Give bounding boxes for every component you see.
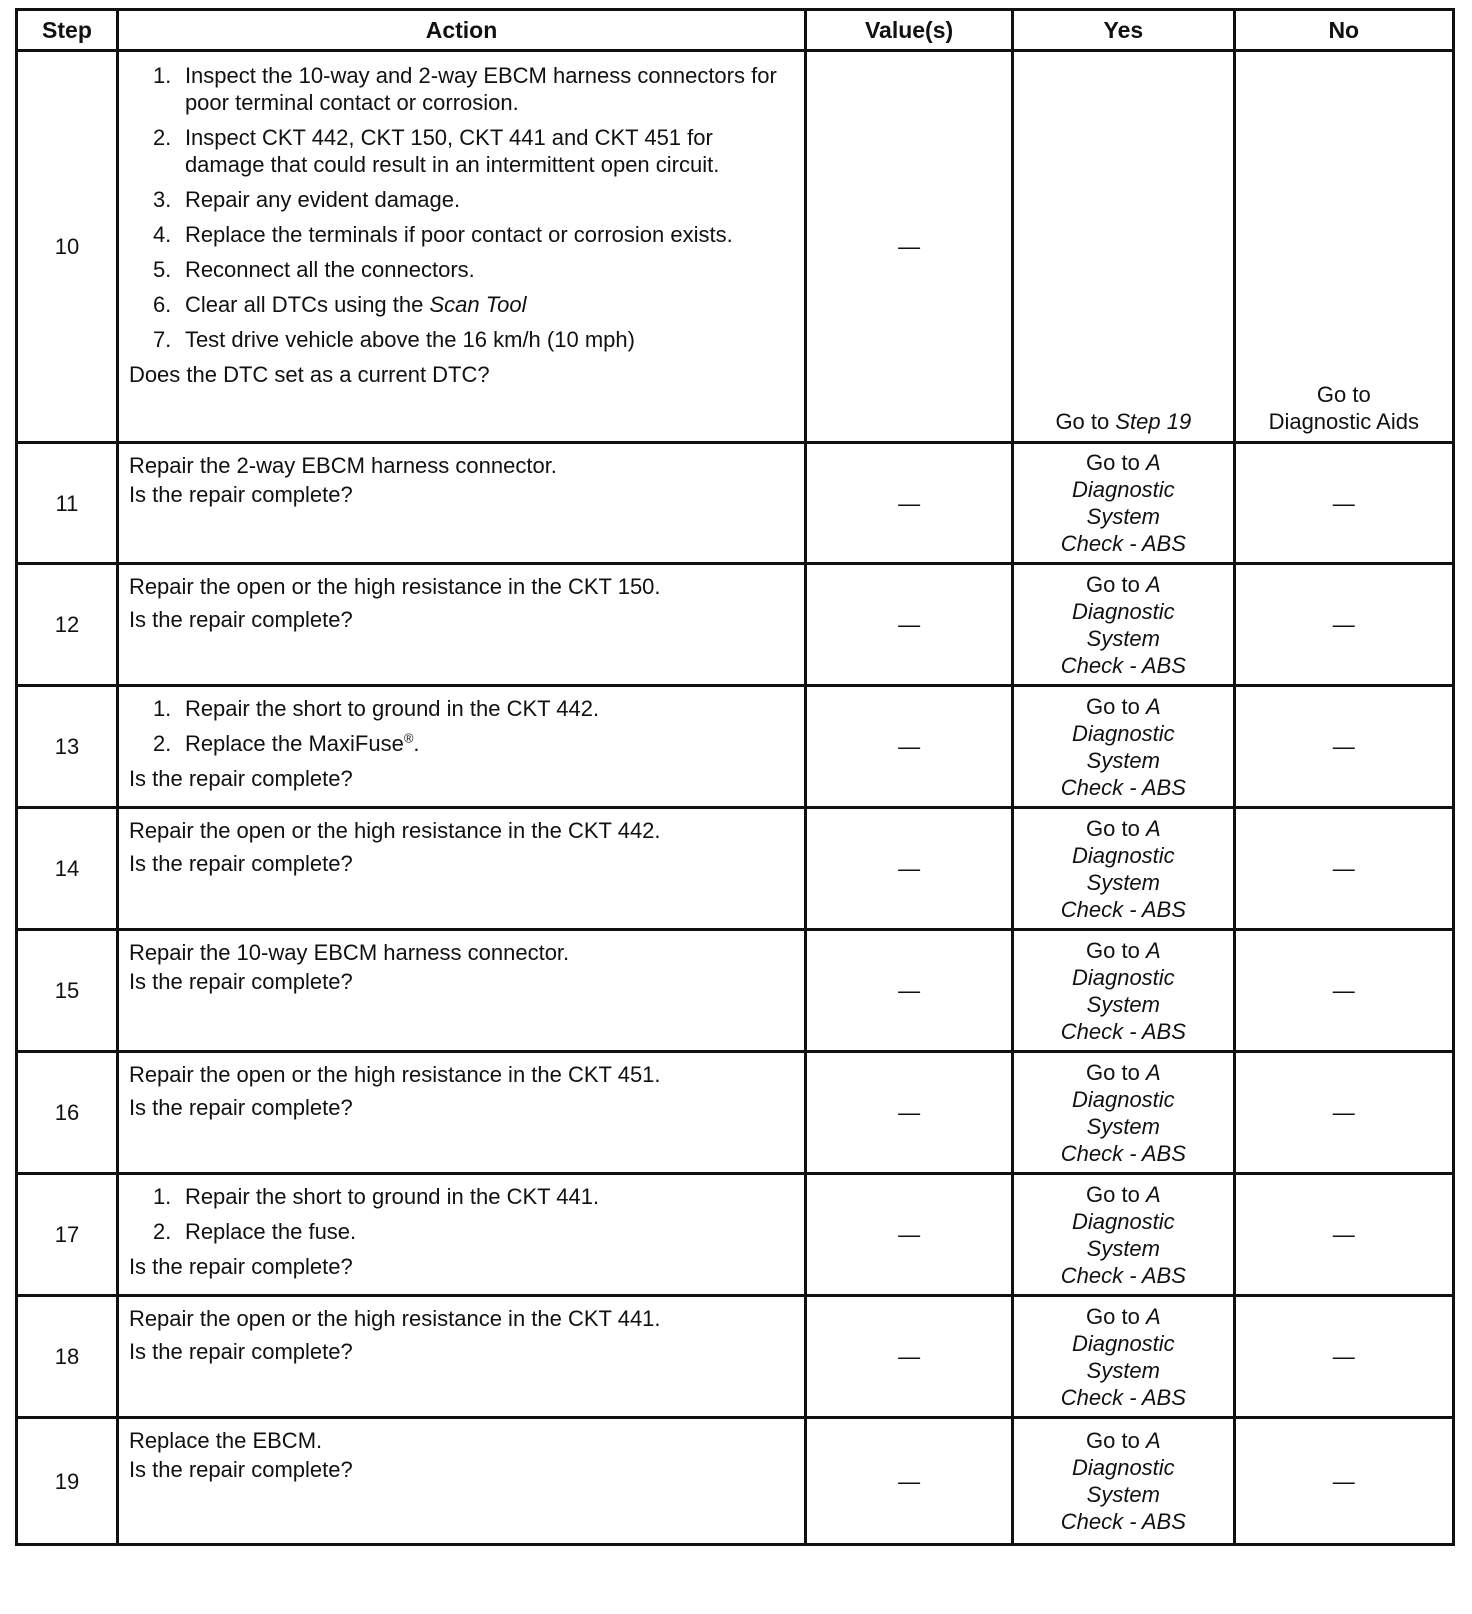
step-number: 17 xyxy=(17,1174,118,1296)
item-text: Repair the short to ground in the CKT 442. xyxy=(184,696,600,721)
goto-prefix: Go to xyxy=(1086,1181,1146,1207)
question-text: Is the repair complete? xyxy=(128,766,353,791)
action-cell xyxy=(117,1296,805,1418)
goto-em: System xyxy=(1086,1357,1160,1383)
goto-line3 xyxy=(1020,1357,1226,1384)
question-text: Is the repair complete? xyxy=(128,482,353,507)
no-cell xyxy=(1234,51,1453,443)
item-text-main: Replace the MaxiFuse xyxy=(184,731,404,756)
goto-em: Diagnostic xyxy=(1071,477,1175,502)
goto-line3 xyxy=(1020,1481,1226,1508)
goto-em: Check - ABS xyxy=(1060,1018,1186,1044)
question-text: Is the repair complete? xyxy=(128,1457,353,1482)
item-number: 2. xyxy=(152,125,172,150)
goto-line3 xyxy=(1020,503,1226,530)
action-text: Repair the open or the high resistance in the CKT 150. xyxy=(128,574,661,599)
item-text: Inspect CKT 442, CKT 150, CKT 441 and CKT 451 for damage that could result in an intermittent open circuit. xyxy=(184,125,720,177)
goto-line4 xyxy=(1020,1384,1226,1411)
goto-em: Diagnostic xyxy=(1071,842,1175,868)
goto-line2 xyxy=(1020,842,1226,869)
goto-line2 xyxy=(1020,476,1226,503)
item-number: 2. xyxy=(152,1219,172,1244)
scan-tool-term: Scan Tool xyxy=(429,292,527,317)
item-text: Replace the terminals if poor contact or corrosion exists. xyxy=(184,222,733,247)
dash: — xyxy=(898,1100,921,1125)
question-text: Is the repair complete? xyxy=(128,1095,353,1120)
action-text: Replace the EBCM. xyxy=(128,1428,323,1453)
goto-prefix: Go to xyxy=(1086,1428,1146,1453)
yes-cell xyxy=(1013,564,1234,686)
yes-cell xyxy=(1013,443,1234,564)
goto-em: Check - ABS xyxy=(1060,774,1186,800)
goto-abs-check-link[interactable] xyxy=(1020,571,1226,679)
goto-em: Diagnostic xyxy=(1071,598,1175,624)
goto-line1 xyxy=(1020,1303,1226,1330)
goto-line4 xyxy=(1020,774,1226,801)
value-cell xyxy=(806,51,1013,443)
goto-line1 xyxy=(1020,693,1226,720)
value-cell xyxy=(806,1174,1013,1296)
question-text: Does the DTC set as a current DTC? xyxy=(128,362,490,387)
goto-em: A xyxy=(1145,815,1161,841)
goto-line3 xyxy=(1020,991,1226,1018)
item-number: 1. xyxy=(152,696,172,721)
action-cell xyxy=(117,930,805,1052)
step-number: 14 xyxy=(17,808,118,930)
goto-abs-check-link[interactable] xyxy=(1020,1181,1226,1289)
dash: — xyxy=(898,856,921,881)
goto-line3 xyxy=(1020,625,1226,652)
item-text-end: . xyxy=(413,731,420,756)
goto-line4 xyxy=(1020,1140,1226,1167)
goto-line2 xyxy=(1020,720,1226,747)
yes-cell xyxy=(1013,686,1234,808)
goto-prefix: Go to xyxy=(1086,815,1146,841)
goto-prefix: Go to xyxy=(1086,1059,1146,1085)
goto-em: A xyxy=(1145,1181,1161,1207)
step-number: 11 xyxy=(17,443,118,564)
goto-line1 xyxy=(1020,815,1226,842)
dash: — xyxy=(898,1344,921,1369)
dash: — xyxy=(898,978,921,1003)
action-list xyxy=(129,1183,794,1245)
goto-em: System xyxy=(1086,1482,1160,1507)
goto-em: Check - ABS xyxy=(1060,896,1186,922)
action-cell xyxy=(117,1418,805,1545)
header-values: Value(s) xyxy=(806,10,1013,51)
yes-cell xyxy=(1013,51,1234,443)
action-text: Repair the open or the high resistance in the CKT 442. xyxy=(128,818,661,843)
goto-em: Check - ABS xyxy=(1060,1140,1186,1166)
header-row xyxy=(17,10,1454,51)
value-cell xyxy=(806,1418,1013,1545)
yes-cell xyxy=(1013,1418,1234,1545)
goto-abs-check-link[interactable] xyxy=(1020,449,1226,557)
action-text: Repair the 10-way EBCM harness connector. xyxy=(128,940,570,965)
value-cell xyxy=(806,1296,1013,1418)
list-item xyxy=(153,730,794,757)
goto-em: Check - ABS xyxy=(1060,652,1186,678)
item-number: 1. xyxy=(152,1184,172,1209)
dash: — xyxy=(898,234,921,259)
goto-line2 xyxy=(1020,1086,1226,1113)
list-item xyxy=(153,1218,794,1245)
action-cell xyxy=(117,51,805,443)
dash: — xyxy=(898,612,921,637)
dash: — xyxy=(1332,490,1355,516)
item-text: Inspect the 10-way and 2-way EBCM harness connectors for poor terminal contact or corrosion. xyxy=(184,63,777,115)
goto-diagnostic-aids-link[interactable]: Diagnostic Aids xyxy=(1268,409,1419,434)
header-no: No xyxy=(1234,10,1453,51)
list-item xyxy=(153,291,794,318)
step-number: 10 xyxy=(17,51,118,443)
no-cell xyxy=(1234,1296,1453,1418)
dash: — xyxy=(898,1468,921,1494)
table-row xyxy=(17,564,1454,686)
item-number: 7. xyxy=(152,327,172,352)
goto-line2 xyxy=(1020,1454,1226,1481)
step-number: 13 xyxy=(17,686,118,808)
goto-line1 xyxy=(1020,1427,1226,1454)
table-row xyxy=(17,51,1454,443)
goto-line4 xyxy=(1020,896,1226,923)
table-row xyxy=(17,930,1454,1052)
dash: — xyxy=(1332,856,1355,881)
goto-step-link[interactable]: Step 19 xyxy=(1115,409,1192,434)
goto-em: Diagnostic xyxy=(1071,1208,1175,1234)
yes-cell xyxy=(1013,1052,1234,1174)
dash: — xyxy=(1332,1100,1355,1125)
item-number: 6. xyxy=(152,292,172,317)
goto-line1 xyxy=(1020,449,1226,476)
dash: — xyxy=(898,734,921,759)
goto-prefix: Go to xyxy=(1086,450,1146,475)
goto-em: Diagnostic xyxy=(1071,964,1175,990)
no-cell xyxy=(1234,1418,1453,1545)
goto-line2 xyxy=(1020,964,1226,991)
list-item xyxy=(153,326,794,353)
goto-em: A xyxy=(1145,1059,1161,1085)
yes-cell xyxy=(1013,808,1234,930)
no-cell xyxy=(1234,1174,1453,1296)
goto-abs-check-link[interactable] xyxy=(1020,815,1226,923)
step-number: 15 xyxy=(17,930,118,1052)
list-item xyxy=(153,62,794,116)
header-action: Action xyxy=(117,10,805,51)
item-text xyxy=(185,730,794,757)
goto-line1 xyxy=(1020,1181,1226,1208)
goto-em: A xyxy=(1145,450,1161,475)
step-number: 12 xyxy=(17,564,118,686)
goto-prefix: Go to xyxy=(1086,571,1146,597)
dash: — xyxy=(1332,612,1355,637)
header-yes: Yes xyxy=(1013,10,1234,51)
header-step: Step xyxy=(17,10,118,51)
dash: — xyxy=(898,490,921,516)
no-cell xyxy=(1234,808,1453,930)
no-cell xyxy=(1234,443,1453,564)
goto-em: A xyxy=(1145,1303,1161,1329)
goto-line1 xyxy=(1020,1059,1226,1086)
item-text xyxy=(185,291,794,318)
diagnostic-table xyxy=(15,8,1455,1546)
question-text: Is the repair complete? xyxy=(128,851,353,876)
goto-line3 xyxy=(1020,869,1226,896)
action-text: Repair the 2-way EBCM harness connector. xyxy=(128,453,557,478)
goto-em: Diagnostic xyxy=(1071,1086,1175,1112)
goto-em: A xyxy=(1145,1428,1161,1453)
goto-em: System xyxy=(1086,991,1160,1017)
goto-em: A xyxy=(1145,937,1161,963)
question-text: Is the repair complete? xyxy=(128,1339,353,1364)
goto-em: System xyxy=(1086,625,1160,651)
no-line1: Go to xyxy=(1316,382,1371,407)
item-text: Replace the fuse. xyxy=(184,1219,357,1244)
action-cell xyxy=(117,1174,805,1296)
yes-prefix: Go to xyxy=(1055,409,1116,434)
action-list xyxy=(129,695,794,757)
table-row xyxy=(17,1052,1454,1174)
step-number: 18 xyxy=(17,1296,118,1418)
item-text: Repair the short to ground in the CKT 441. xyxy=(184,1184,600,1209)
value-cell xyxy=(806,443,1013,564)
dash: — xyxy=(898,1222,921,1247)
list-item xyxy=(153,186,794,213)
action-cell xyxy=(117,1052,805,1174)
no-cell xyxy=(1234,686,1453,808)
question-text: Is the repair complete? xyxy=(128,969,353,994)
goto-line4 xyxy=(1020,530,1226,557)
goto-line2 xyxy=(1020,598,1226,625)
goto-em: Check - ABS xyxy=(1060,531,1186,556)
goto-line4 xyxy=(1020,1018,1226,1045)
item-number: 4. xyxy=(152,222,172,247)
table-row xyxy=(17,1296,1454,1418)
goto-prefix: Go to xyxy=(1086,937,1146,963)
value-cell xyxy=(806,930,1013,1052)
question-text: Is the repair complete? xyxy=(128,607,353,632)
action-text: Repair the open or the high resistance in the CKT 441. xyxy=(128,1306,661,1331)
goto-line4 xyxy=(1020,1262,1226,1289)
dash: — xyxy=(1332,734,1355,759)
item-number: 3. xyxy=(152,187,172,212)
action-list xyxy=(129,62,794,353)
table-row xyxy=(17,1418,1454,1545)
goto-em: System xyxy=(1086,1235,1160,1261)
goto-em: System xyxy=(1086,869,1160,895)
goto-em: System xyxy=(1086,1113,1160,1139)
list-item xyxy=(153,256,794,283)
item-text-prefix: Clear all DTCs using the xyxy=(184,292,430,317)
dash: — xyxy=(1332,1344,1355,1369)
goto-em: Diagnostic xyxy=(1071,1455,1175,1480)
table-row xyxy=(17,808,1454,930)
item-text: Test drive vehicle above the 16 km/h (10 mph) xyxy=(184,327,635,352)
item-text: Reconnect all the connectors. xyxy=(184,257,475,282)
item-number: 1. xyxy=(152,63,172,88)
no-cell xyxy=(1234,1052,1453,1174)
goto-em: Diagnostic xyxy=(1071,1330,1175,1356)
goto-line2 xyxy=(1020,1330,1226,1357)
goto-line1 xyxy=(1020,571,1226,598)
value-cell xyxy=(806,564,1013,686)
question-text: Is the repair complete? xyxy=(128,1254,353,1279)
list-item xyxy=(153,221,794,248)
table-row xyxy=(17,686,1454,808)
table-row xyxy=(17,1174,1454,1296)
yes-cell xyxy=(1013,930,1234,1052)
list-item xyxy=(153,124,794,178)
goto-em: System xyxy=(1086,747,1160,773)
goto-line4 xyxy=(1020,652,1226,679)
goto-line4 xyxy=(1020,1508,1226,1535)
dash: — xyxy=(1332,1468,1355,1494)
item-number: 2. xyxy=(152,731,172,756)
yes-cell xyxy=(1013,1174,1234,1296)
item-number: 5. xyxy=(152,257,172,282)
goto-abs-check-link[interactable] xyxy=(1020,1059,1226,1167)
step-number: 16 xyxy=(17,1052,118,1174)
action-cell xyxy=(117,808,805,930)
action-cell xyxy=(117,686,805,808)
goto-em: A xyxy=(1145,571,1161,597)
action-cell xyxy=(117,443,805,564)
goto-abs-check-link[interactable] xyxy=(1020,693,1226,801)
list-item xyxy=(153,695,794,722)
goto-line3 xyxy=(1020,1113,1226,1140)
no-cell xyxy=(1234,564,1453,686)
action-text: Repair the open or the high resistance in the CKT 451. xyxy=(128,1062,661,1087)
goto-em: Diagnostic xyxy=(1071,720,1175,746)
goto-abs-check-link[interactable] xyxy=(1020,937,1226,1045)
goto-em: Check - ABS xyxy=(1060,1509,1186,1534)
step-number: 19 xyxy=(17,1418,118,1545)
no-cell xyxy=(1234,930,1453,1052)
goto-line1 xyxy=(1020,937,1226,964)
goto-line3 xyxy=(1020,747,1226,774)
table-row xyxy=(17,443,1454,564)
goto-prefix: Go to xyxy=(1086,1303,1146,1329)
goto-em: Check - ABS xyxy=(1060,1384,1186,1410)
goto-line3 xyxy=(1020,1235,1226,1262)
yes-cell xyxy=(1013,1296,1234,1418)
goto-prefix: Go to xyxy=(1086,693,1146,719)
dash: — xyxy=(1332,978,1355,1003)
registered-mark: ® xyxy=(403,730,414,746)
value-cell xyxy=(806,808,1013,930)
list-item xyxy=(153,1183,794,1210)
goto-em: A xyxy=(1145,693,1161,719)
goto-em: Check - ABS xyxy=(1060,1262,1186,1288)
dash: — xyxy=(1332,1222,1355,1247)
goto-abs-check-link[interactable] xyxy=(1020,1303,1226,1411)
action-cell xyxy=(117,564,805,686)
goto-em: System xyxy=(1086,504,1160,529)
item-text: Repair any evident damage. xyxy=(184,187,461,212)
value-cell xyxy=(806,1052,1013,1174)
goto-line2 xyxy=(1020,1208,1226,1235)
goto-abs-check-link[interactable] xyxy=(1020,1427,1226,1535)
value-cell xyxy=(806,686,1013,808)
